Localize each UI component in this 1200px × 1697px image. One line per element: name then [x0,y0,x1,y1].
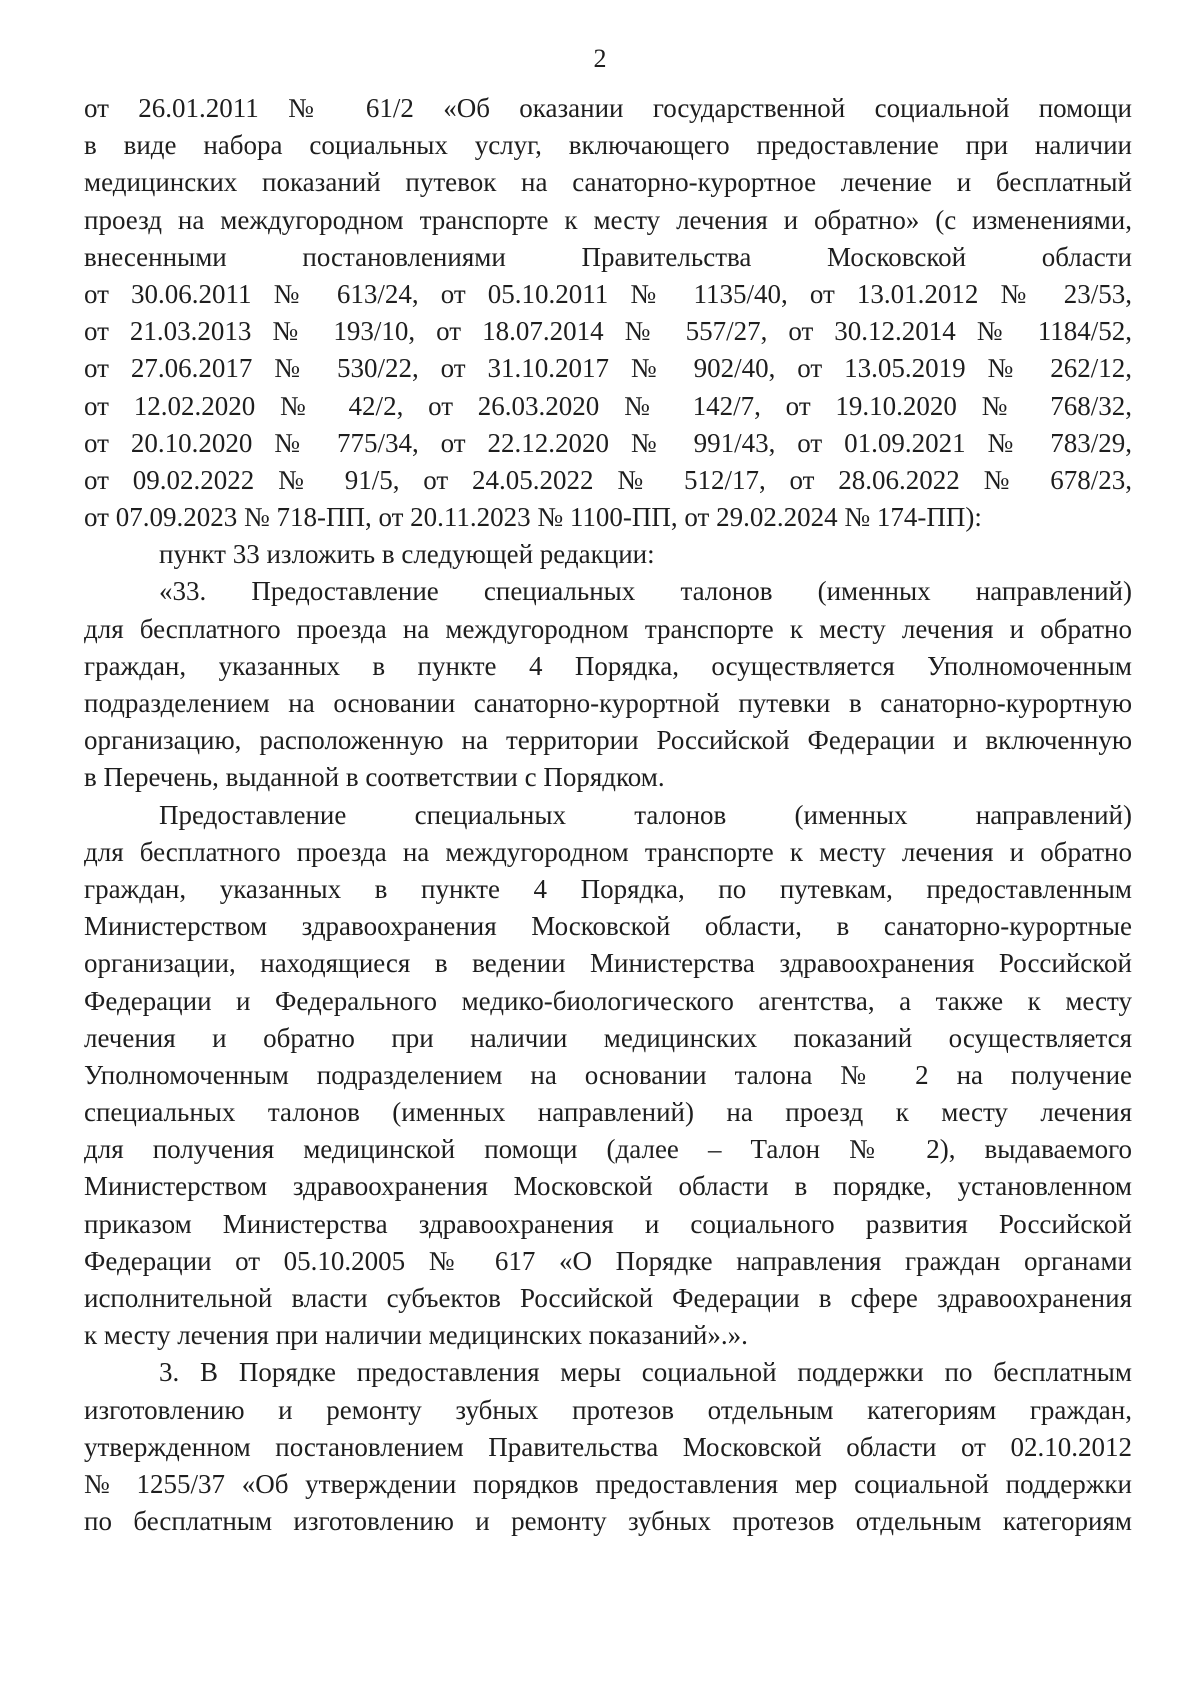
text-line: к месту лечения при наличии медицинских показаний».». [84,1320,748,1351]
text-line: от 27.06.2017 № 530/22, от 31.10.2017 № 902/40, от 13.05.2019 № 262/12, [84,353,1132,384]
text-line: от 21.03.2013 № 193/10, от 18.07.2014 № 557/27, от 30.12.2014 № 1184/52, [84,316,1132,347]
text-line: проезд на междугородном транспорте к месту лечения и обратно» (с изменениями, [84,204,1132,235]
text-line: «33. Предоставление специальных талонов (именных направлений) [159,576,1132,607]
text-line: граждан, указанных в пункте 4 Порядка, по путевкам, предоставленным [84,873,1132,904]
text-line: организацию, расположенную на территории Российской Федерации и включенную [84,725,1132,756]
text-line: Министерством здравоохранения Московской области в порядке, установленном [84,1171,1132,1202]
text-line: специальных талонов (именных направлений) на проезд к месту лечения [84,1097,1132,1128]
text-line: 3. В Порядке предоставления меры социальной поддержки по бесплатным [159,1357,1132,1388]
text-line: от 30.06.2011 № 613/24, от 05.10.2011 № 1135/40, от 13.01.2012 № 23/53, [84,278,1132,309]
paragraph [84,573,1132,796]
text-line: для бесплатного проезда на междугородном транспорте к месту лечения и обратно [84,613,1132,644]
text-line: подразделением на основании санаторно-курортной путевки в санаторно-курортную [84,688,1132,718]
text-line: Уполномоченным подразделением на основании талона № 2 на получение [84,1059,1132,1090]
text-line: медицинских показаний путевок на санаторно-курортное лечение и бесплатный [84,167,1132,198]
text-line: утвержденном постановлением Правительства Московской области от 02.10.2012 [84,1431,1132,1462]
text-line: Министерством здравоохранения Московской области, в санаторно-курортные [84,911,1132,942]
text-line: граждан, указанных в пункте 4 Порядка, осуществляется Уполномоченным [84,650,1132,681]
text-line: для получения медицинской помощи (далее – Талон № 2), выдаваемого [84,1134,1132,1165]
text-line: для бесплатного проезда на междугородном транспорте к месту лечения и обратно [84,836,1132,867]
text-line: от 12.02.2020 № 42/2, от 26.03.2020 № 142/7, от 19.10.2020 № 768/32, [84,390,1132,421]
text-line: внесенными постановлениями Правительства Московской области [84,241,1132,272]
text-line: Предоставление специальных талонов (именных направлений) [159,799,1132,830]
paragraph [84,536,1132,573]
text-line: от 07.09.2023 № 718-ПП, от 20.11.2023 № 1100-ПП, от 29.02.2024 № 174-ПП): [84,502,982,533]
text-line: лечения и обратно при наличии медицинских показаний осуществляется [84,1022,1132,1053]
text-line: № 1255/37 «Об утверждении порядков предоставления мер социальной поддержки [84,1468,1132,1499]
text-line: исполнительной власти субъектов Российской Федерации в сфере здравоохранения [84,1283,1132,1313]
text-line: приказом Министерства здравоохранения и социального развития Российской [84,1208,1132,1239]
text-line: в Перечень, выданной в соответствии с Порядком. [84,762,665,793]
paragraph [84,797,1132,1355]
document-body [84,90,1132,1540]
text-line: от 20.10.2020 № 775/34, от 22.12.2020 № 991/43, от 01.09.2021 № 783/29, [84,427,1132,458]
paragraph [84,1354,1132,1540]
text-line: Федерации от 05.10.2005 № 617 «О Порядке направления граждан органами [84,1245,1132,1276]
page-number: 2 [593,44,607,73]
text-line: изготовлению и ремонту зубных протезов отдельным категориям граждан, [84,1394,1132,1425]
text-line: Федерации и Федерального медико-биологического агентства, а также к месту [84,985,1132,1016]
paragraph [84,90,1132,536]
text-line: в виде набора социальных услуг, включающего предоставление при наличии [84,130,1132,161]
text-line: от 26.01.2011 № 61/2 «Об оказании государственной социальной помощи [84,93,1132,123]
text-line: от 09.02.2022 № 91/5, от 24.05.2022 № 512/17, от 28.06.2022 № 678/23, [84,464,1132,495]
text-line: по бесплатным изготовлению и ремонту зубных протезов отдельным категориям [84,1506,1132,1537]
text-line: организации, находящиеся в ведении Министерства здравоохранения Российской [84,948,1132,979]
text-line: пункт 33 изложить в следующей редакции: [159,539,655,570]
